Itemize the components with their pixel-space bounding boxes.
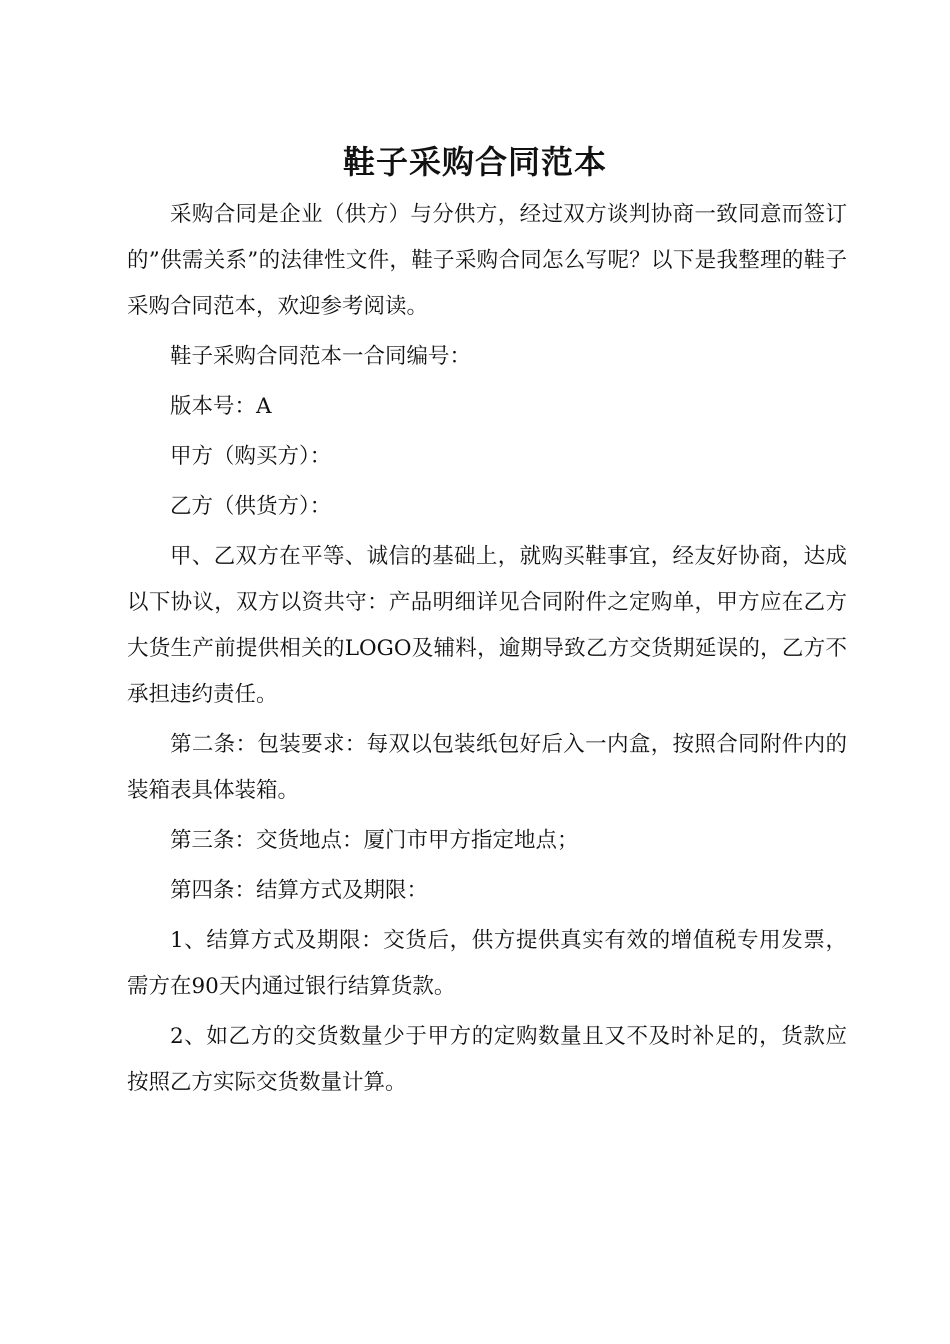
- article-4-settlement: 第四条：结算方式及期限：: [170, 878, 429, 903]
- settlement-item-2: 2、如乙方的交货数量少于甲方的定购数量且又不及时补足的，货款应按照乙方实际交货数量计算。: [127, 1024, 847, 1095]
- party-a-line: 甲方（购买方）：: [170, 444, 332, 469]
- article-3-delivery: 第三条：交货地点：厦门市甲方指定地点；: [170, 828, 579, 853]
- party-b-line: 乙方（供货方）：: [170, 494, 332, 519]
- document-body: [127, 192, 847, 1110]
- document-title: 鞋子采购合同范本: [342, 143, 607, 181]
- contract-number-line: 鞋子采购合同范本一合同编号：: [170, 344, 472, 369]
- intro-paragraph: 采购合同是企业（供方）与分供方，经过双方谈判协商一致同意而签订的”供需关系”的法律性文件，鞋子采购合同怎么写呢？以下是我整理的鞋子采购合同范本，欢迎参考阅读。: [127, 202, 847, 319]
- agreement-paragraph: 甲、乙双方在平等、诚信的基础上，就购买鞋事宜，经友好协商，达成以下协议，双方以资共守：产品明细详见合同附件之定购单，甲方应在乙方大货生产前提供相关的LOGO及辅料，逾期导致乙方交货期延误的，乙方不承担违约责任。: [127, 544, 847, 707]
- article-2-packaging: 第二条：包装要求：每双以包装纸包好后入一内盒，按照合同附件内的装箱表具体装箱。: [127, 732, 847, 803]
- version-line: 版本号：A: [170, 394, 272, 419]
- settlement-item-1: 1、结算方式及期限：交货后，供方提供真实有效的增值税专用发票，需方在90天内通过银行结算货款。: [127, 928, 847, 999]
